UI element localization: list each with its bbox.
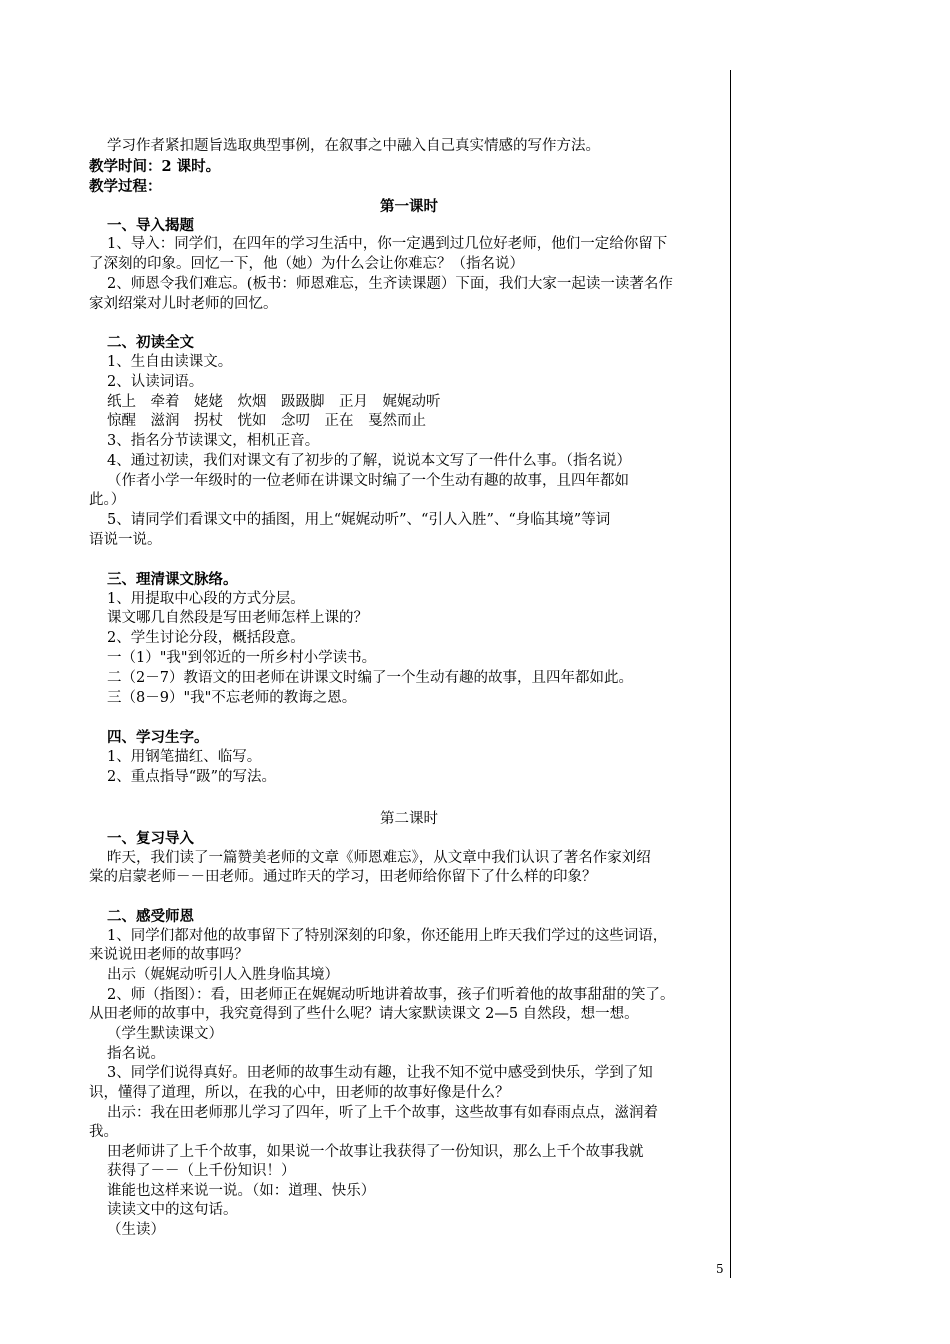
section-heading: 三、理清课文脉络。 <box>107 571 238 588</box>
paragraph-line: 获得了－－（上千份知识！） <box>107 1163 296 1179</box>
paragraph-line: 语说一说。 <box>89 532 162 548</box>
paragraph-line: （生读） <box>107 1222 165 1238</box>
paragraph-line: 1、用提取中心段的方式分层。 <box>107 591 305 607</box>
paragraph-line: 出示（娓娓动听引人入胜身临其境） <box>107 967 339 983</box>
section-heading: 一、导入揭题 <box>107 217 194 234</box>
paragraph-line: 课文哪几自然段是写田老师怎样上课的？ <box>107 610 368 626</box>
vocabulary-row: 纸上 牵着 姥姥 炊烟 趿趿脚 正月 娓娓动听 <box>107 394 441 410</box>
paragraph-line: 1、导入：同学们，在四年的学习生活中，你一定遇到过几位好老师，他们一定给你留下 <box>107 236 668 252</box>
teaching-process-heading: 教学过程： <box>89 178 162 195</box>
paragraph-line: 田老师讲了上千个故事，如果说一个故事让我获得了一份知识，那么上千个故事我就 <box>107 1144 644 1160</box>
paragraph-line: 3、同学们说得真好。田老师的故事生动有趣，让我不知不觉中感受到快乐，学到了知 <box>107 1065 653 1081</box>
paragraph-line: 此。） <box>89 492 126 508</box>
paragraph-line: 2、学生讨论分段，概括段意。 <box>107 630 305 646</box>
paragraph-line: 了深刻的印象。回忆一下，他（她）为什么会让你难忘？（指名说） <box>89 256 524 272</box>
paragraph-line: 二（2－7）教语文的田老师在讲课文时编了一个生动有趣的故事，且四年都如此。 <box>107 670 633 686</box>
paragraph-line: 一（1）"我"到邻近的一所乡村小学读书。 <box>107 650 377 666</box>
lesson-two-title: 第二课时 <box>380 811 438 827</box>
paragraph-line: 3、指名分节读课文，相机正音。 <box>107 433 320 449</box>
paragraph-line: 家刘绍棠对儿时老师的回忆。 <box>89 296 278 312</box>
section-heading: 一、复习导入 <box>107 830 194 847</box>
paragraph-line: 2、重点指导“趿”的写法。 <box>107 769 277 785</box>
section-heading: 四、学习生字。 <box>107 729 209 746</box>
paragraph-line: 昨天，我们读了一篇赞美老师的文章《师恩难忘》，从文章中我们认识了著名作家刘绍 <box>107 850 651 866</box>
objective-text: 学习作者紧扣题旨选取典型事例，在叙事之中融入自己真实情感的写作方法。 <box>107 138 600 154</box>
paragraph-line: 5、请同学们看课文中的插图，用上“娓娓动听”、“引人入胜”、“身临其境”等词 <box>107 512 611 528</box>
paragraph-line: 从田老师的故事中，我究竟得到了些什么呢？请大家默读课文 2—5 自然段，想一想。 <box>89 1006 639 1022</box>
teaching-time: 教学时间：2 课时。 <box>89 158 221 175</box>
paragraph-line: （学生默读课文） <box>107 1026 223 1042</box>
paragraph-line: 4、通过初读，我们对课文有了初步的了解，说说本文写了一件什么事。（指名说） <box>107 453 631 469</box>
paragraph-line: 1、生自由读课文。 <box>107 354 233 370</box>
paragraph-line: 2、师（指图）：看，田老师正在娓娓动听地讲着故事，孩子们听着他的故事甜甜的笑了。 <box>107 987 675 1003</box>
paragraph-line: 读读文中的这句话。 <box>107 1202 238 1218</box>
paragraph-line: 棠的启蒙老师－－田老师。通过昨天的学习，田老师给你留下了什么样的印象？ <box>89 869 597 885</box>
paragraph-line: （作者小学一年级时的一位老师在讲课文时编了一个生动有趣的故事，且四年都如 <box>107 473 629 489</box>
paragraph-line: 出示：我在田老师那儿学习了四年，听了上千个故事，这些故事有如春雨点点，滋润着 <box>107 1105 658 1121</box>
lesson-one-title: 第一课时 <box>380 198 438 215</box>
page-number: 5 <box>716 1262 724 1276</box>
paragraph-line: 三（8－9）"我"不忘老师的教诲之恩。 <box>107 690 357 706</box>
paragraph-line: 1、同学们都对他的故事留下了特别深刻的印象，你还能用上昨天我们学过的这些词语， <box>107 928 668 944</box>
section-heading: 二、初读全文 <box>107 334 194 351</box>
vocabulary-row: 惊醒 滋润 拐杖 恍如 念叨 正在 戛然而止 <box>107 413 426 429</box>
paragraph-line: 指名说。 <box>107 1046 165 1062</box>
paragraph-line: 我。 <box>89 1124 118 1140</box>
paragraph-line: 1、用钢笔描红、临写。 <box>107 749 262 765</box>
paragraph-line: 来说说田老师的故事吗？ <box>89 947 249 963</box>
paragraph-line: 2、认读词语。 <box>107 374 204 390</box>
paragraph-line: 识，懂得了道理，所以，在我的心中，田老师的故事好像是什么？ <box>89 1085 510 1101</box>
section-heading: 二、感受师恩 <box>107 908 194 925</box>
paragraph-line: 谁能也这样来说一说。（如：道理、快乐） <box>107 1183 376 1199</box>
paragraph-line: 2、师恩令我们难忘。(板书：师恩难忘，生齐读课题）下面，我们大家一起读一读著名作 <box>107 276 673 292</box>
